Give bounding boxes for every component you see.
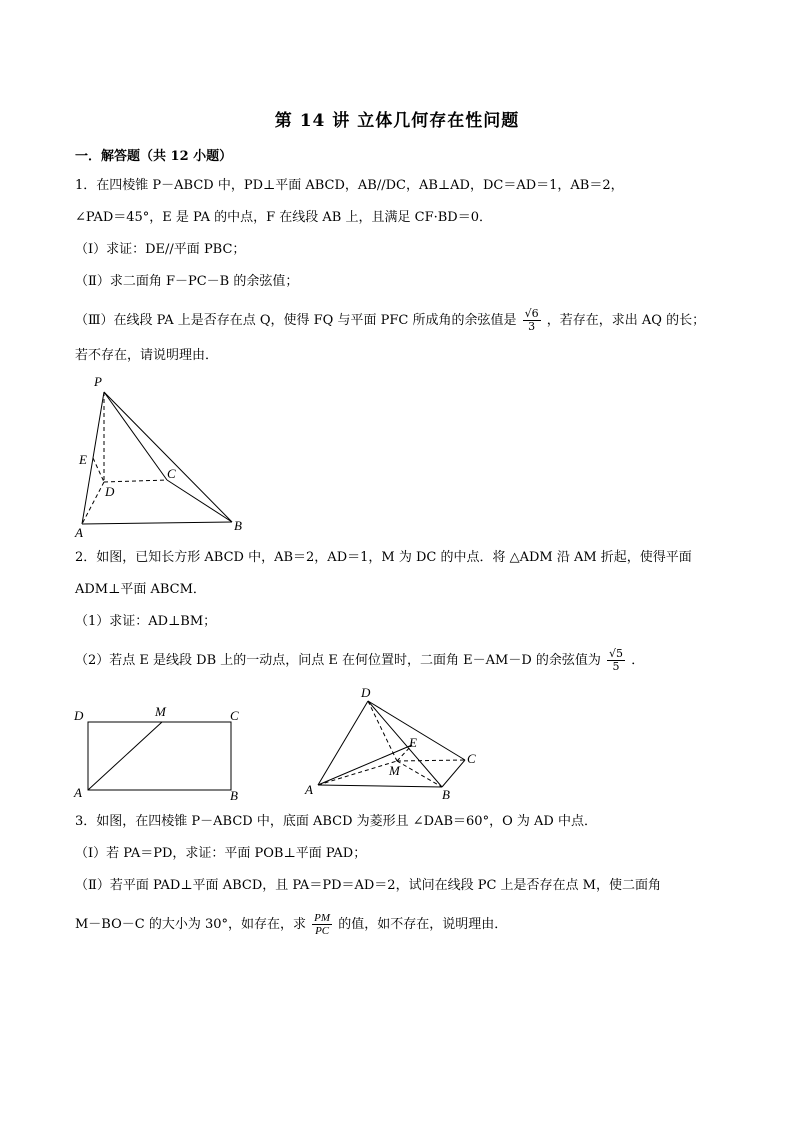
problem-1-line-2: ∠PAD＝45°，E 是 PA 的中点，F 在线段 AB 上，且满足 CF·BD＝0． <box>75 210 492 225</box>
fraction-denominator: PC <box>315 925 330 937</box>
problem-2-line-1: 2．如图，已知长方形 ABCD 中，AB＝2，AD＝1，M 为 DC 的中点．将 △ADM 沿 AM 折起，使得平面 <box>75 550 692 565</box>
rectangle-abcd <box>88 722 231 790</box>
label-c: C <box>230 708 239 723</box>
fraction-pm-over-pc <box>312 912 332 937</box>
edge-ab <box>318 785 442 787</box>
edge-dc-hidden <box>104 480 167 482</box>
problem-1-part-1: （Ⅰ）求证：DE//平面 PBC； <box>75 242 246 257</box>
problem-2-line-2: ADM⊥平面 ABCM． <box>75 582 206 597</box>
problem-2-part-1: （1）求证：AD⊥BM； <box>75 614 217 629</box>
label-a: A <box>75 525 83 540</box>
problem-1-part-3 <box>75 308 705 333</box>
label-e: E <box>409 735 417 750</box>
label-m: M <box>155 704 166 719</box>
fraction-sqrt6-over-3 <box>523 308 541 333</box>
edge-bc <box>442 760 465 787</box>
fraction-numerator: PM <box>314 912 331 924</box>
label-d: D <box>74 708 84 723</box>
label-m: M <box>389 763 400 778</box>
label-e: E <box>79 452 87 467</box>
label-b: B <box>442 787 450 802</box>
segment-mb-hidden <box>397 761 442 787</box>
problem-1-part-3-text-b: ，若存在，求出 AQ 的长； <box>546 313 706 328</box>
figure-folded-solid <box>300 683 490 808</box>
problem-2-part-2-text-a: （2）若点 E 是线段 DB 上的一动点，问点 E 在何位置时，二面角 E－AM－D 的余弦值为 <box>75 653 601 668</box>
fraction-numerator: √5 <box>609 647 624 660</box>
edge-pb <box>104 392 232 522</box>
label-d: D <box>361 685 371 700</box>
problem-1-line-last: 若不存在，请说明理由． <box>75 348 219 363</box>
problem-3-line-last <box>75 912 507 937</box>
problem-1-part-3-text-a: （Ⅲ）在线段 PA 上是否存在点 Q，使得 FQ 与平面 PFC 所成角的余弦值是 <box>75 313 517 328</box>
problem-1-line-1: 1．在四棱锥 P－ABCD 中，PD⊥平面 ABCD，AB//DC，AB⊥AD，DC＝AD＝1，AB＝2， <box>75 178 624 193</box>
label-a: A <box>74 785 82 800</box>
problem-3-part-1: （Ⅰ）若 PA＝PD，求证：平面 POB⊥平面 PAD； <box>75 846 367 861</box>
label-b: B <box>234 518 242 533</box>
figure-rectangle-abcd <box>70 700 260 805</box>
edge-ab <box>82 522 232 524</box>
fraction-numerator: √6 <box>524 307 539 320</box>
fraction-denominator: 5 <box>612 660 620 673</box>
edge-db <box>368 701 442 787</box>
problem-1-part-2: （Ⅱ）求二面角 F－PC－B 的余弦值； <box>75 274 299 289</box>
label-b: B <box>230 788 238 803</box>
segment-mc-hidden <box>397 760 465 761</box>
edge-cb <box>167 480 232 522</box>
problem-3-text-b: 的值，如不存在，说明理由． <box>338 917 508 932</box>
fraction-sqrt5-over-5 <box>607 648 625 673</box>
problem-3-line-1: 3．如图，在四棱锥 P－ABCD 中，底面 ABCD 为菱形且 ∠DAB＝60°，O 为 AD 中点． <box>75 814 597 829</box>
problem-2-part-2-text-b: ． <box>631 653 645 668</box>
figure-pyramid-pabcd <box>70 372 260 540</box>
label-d: D <box>105 484 115 499</box>
fraction-denominator: 3 <box>528 320 536 333</box>
segment-am <box>88 722 162 790</box>
label-p: P <box>94 374 102 389</box>
edge-dc <box>368 701 465 760</box>
problem-3-part-2: （Ⅱ）若平面 PAD⊥平面 ABCD，且 PA＝PD＝AD＝2，试问在线段 PC 上是否存在点 M，使二面角 <box>75 878 661 893</box>
label-a: A <box>305 782 313 797</box>
segment-ed-hidden <box>93 458 104 482</box>
page-title: 第 14 讲 立体几何存在性问题 <box>274 111 520 131</box>
label-c: C <box>467 751 476 766</box>
edge-pc <box>104 392 167 480</box>
section-heading: 一．解答题（共 12 小题） <box>75 149 233 164</box>
label-c: C <box>167 466 176 481</box>
problem-2-part-2 <box>75 648 644 673</box>
problem-3-text-a: M－BO－C 的大小为 30°，如存在，求 <box>75 917 307 932</box>
